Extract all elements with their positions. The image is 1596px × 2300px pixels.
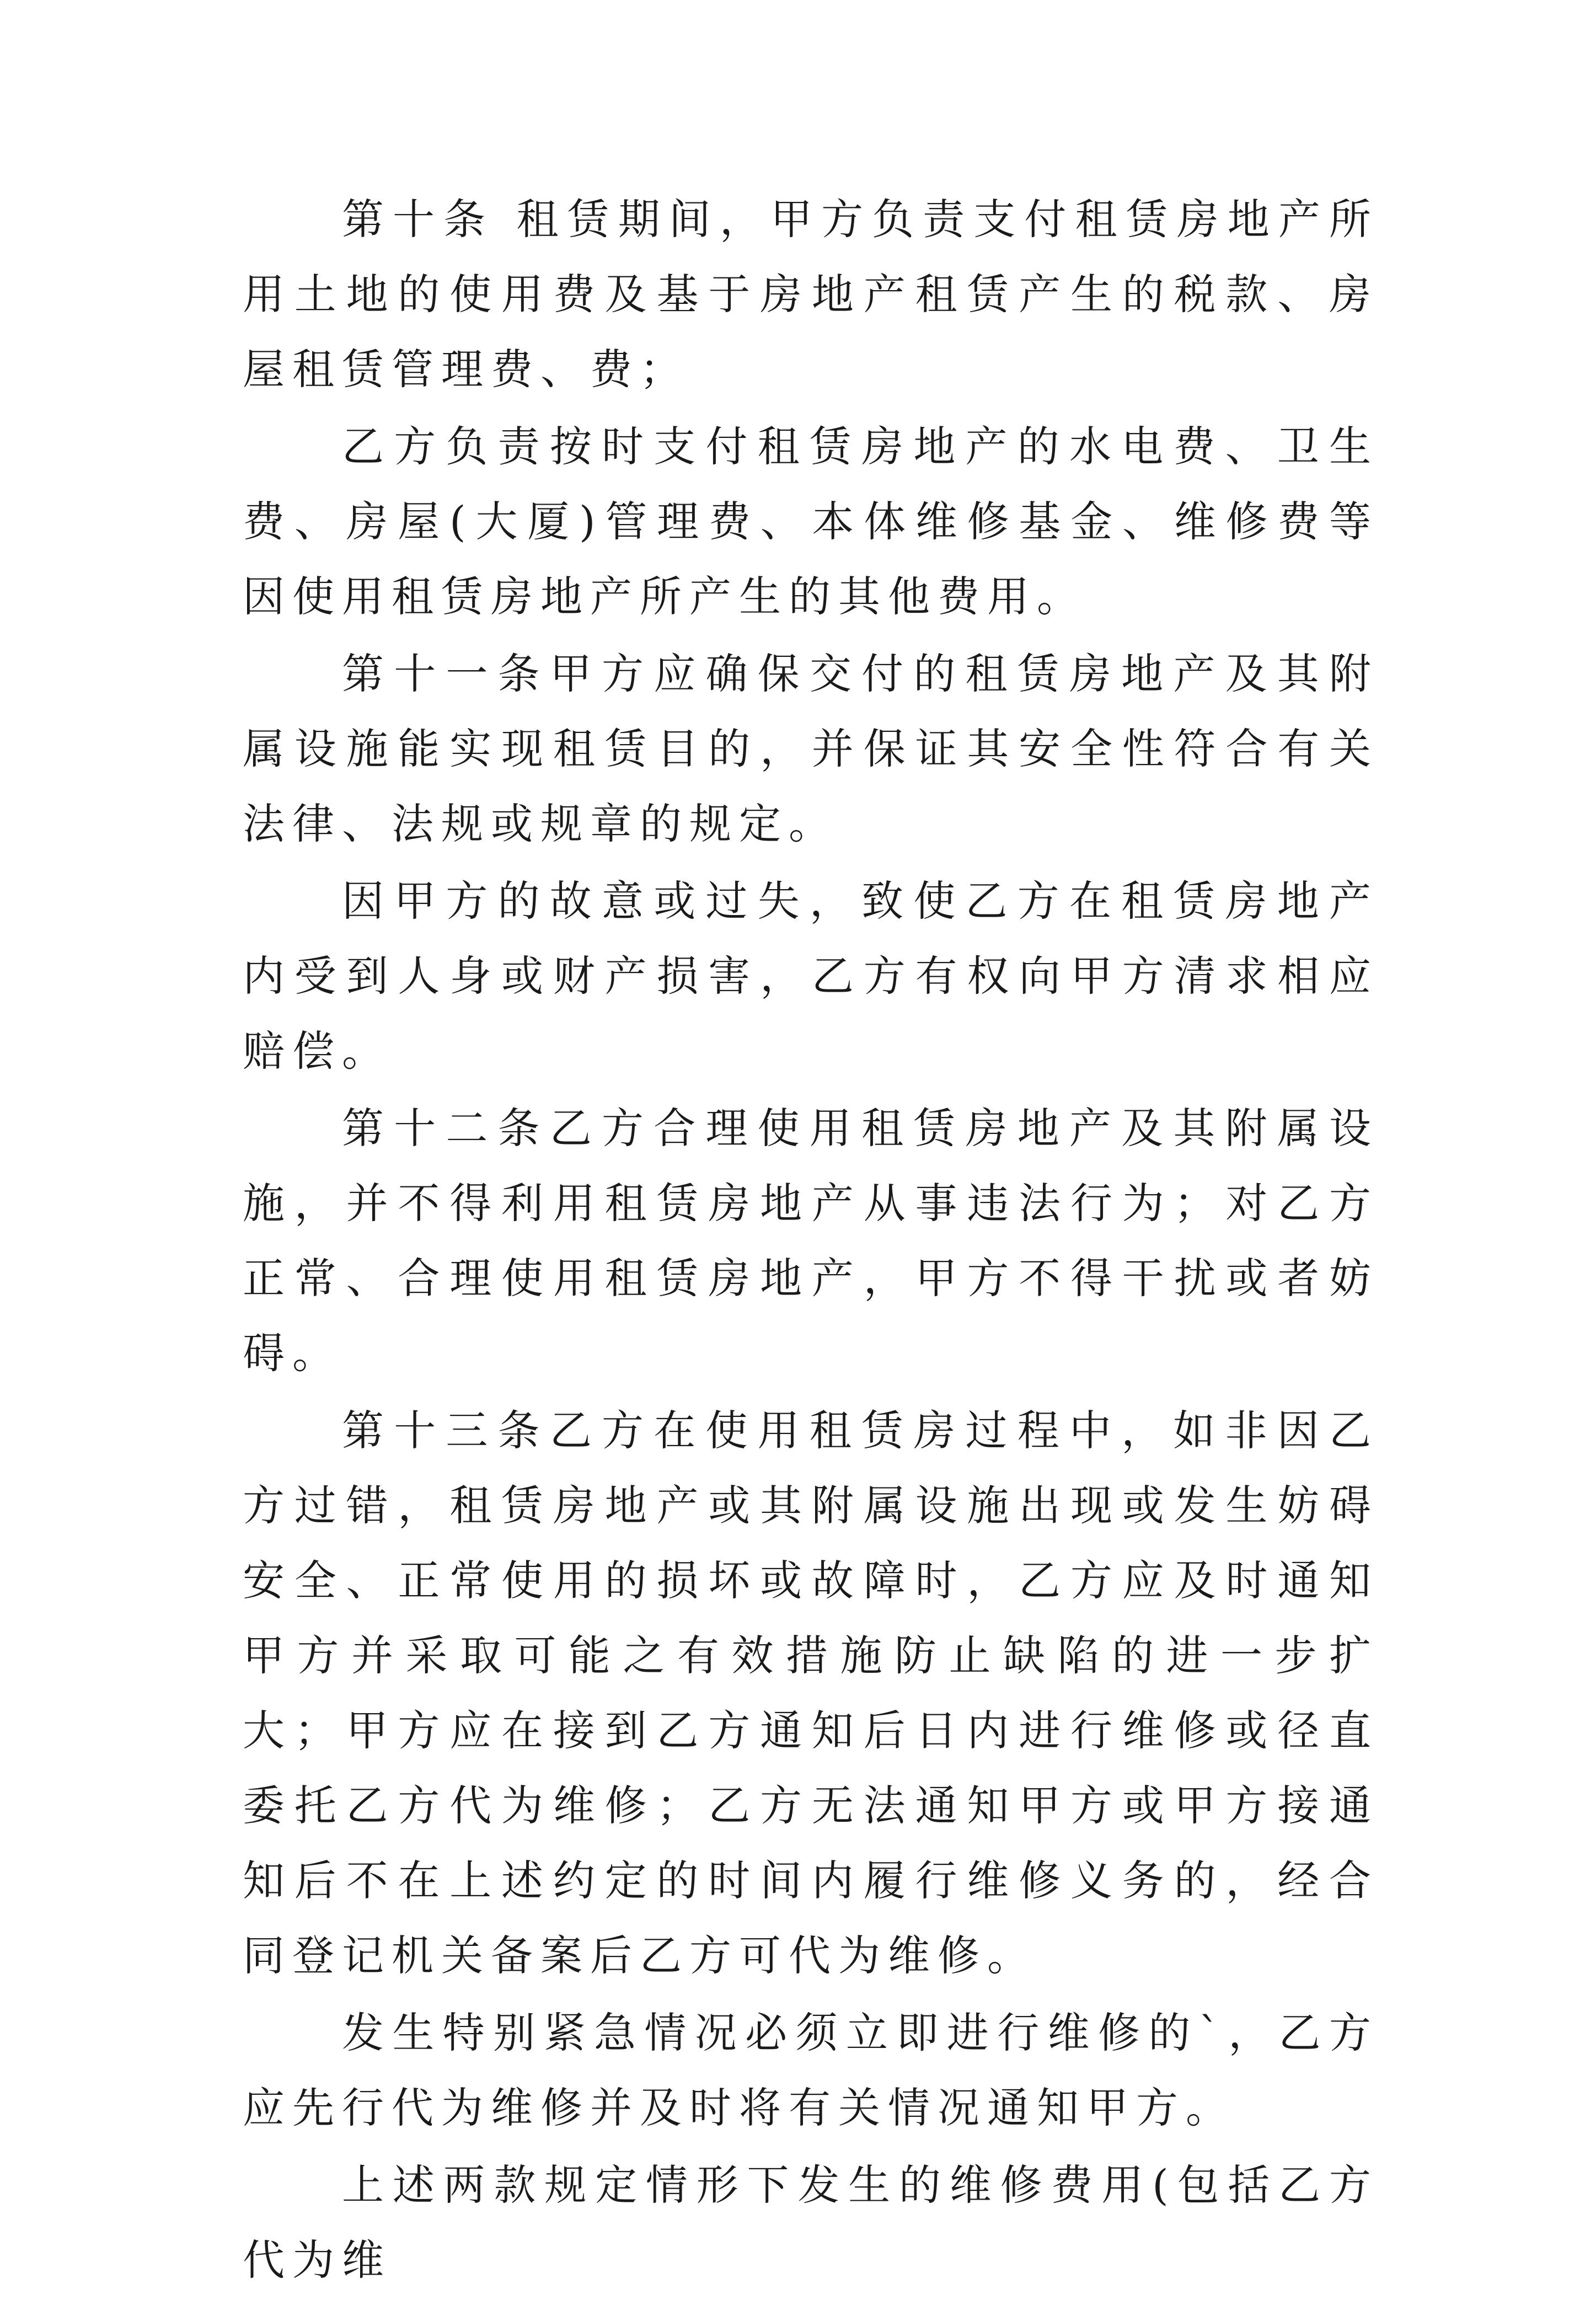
paragraph-tenant-fees: 乙方负责按时支付租赁房地产的水电费、卫生费、房屋(大厦)管理费、本体维修基金、维修费等因使用租赁房地产所产生的其他费用。 <box>243 422 1379 621</box>
paragraph-landlord-liability: 因甲方的故意或过失，致使乙方在租赁房地产内受到人身或财产损害，乙方有权向甲方清求相应赔偿。 <box>243 876 1379 1076</box>
document-body <box>243 182 1379 2300</box>
paragraph-article-13: 第十三条乙方在使用租赁房过程中，如非因乙方过错，租赁房地产或其附属设施出现或发生妨碍安全、正常使用的损坏或故障时，乙方应及时通知甲方并采取可能之有效措施防止缺陷的进一步扩大；甲方应在接到乙方通知后日内进行维修或径直委托乙方代为维修；乙方无法通知甲方或甲方接通知后不在上述约定的时间内履行维修义务的，经合同登记机关备案后乙方可代为维修。 <box>243 1406 1379 1980</box>
paragraph-article-10: 第十条 租赁期间，甲方负责支付租赁房地产所用土地的使用费及基于房地产租赁产生的税款、房屋租赁管理费、费； <box>243 195 1379 394</box>
paragraph-article-11: 第十一条甲方应确保交付的租赁房地产及其附属设施能实现租赁目的，并保证其安全性符合有关法律、法规或规章的规定。 <box>243 649 1379 848</box>
paragraph-repair-costs: 上述两款规定情形下发生的维修费用(包括乙方代为维 <box>243 2160 1379 2285</box>
paragraph-emergency-repair: 发生特别紧急情况必须立即进行维修的`，乙方应先行代为维修并及时将有关情况通知甲方。 <box>243 2008 1379 2132</box>
paragraph-article-12: 第十二条乙方合理使用租赁房地产及其附属设施，并不得利用租赁房地产从事违法行为；对乙方正常、合理使用租赁房地产，甲方不得干扰或者妨碍。 <box>243 1104 1379 1378</box>
